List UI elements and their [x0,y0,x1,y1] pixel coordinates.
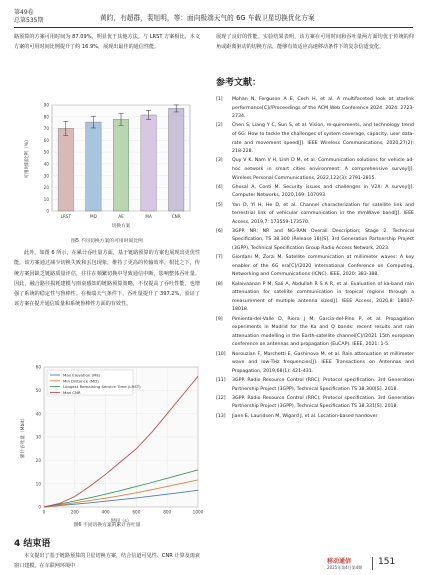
y-axis-label: 可用时间比例（%） [25,137,30,179]
x-tick-label: 400 [101,509,110,515]
section-title-conclusion: 4 结束语 [14,539,51,549]
reference-text: Pimienta-del-Valle D, Riera J M, Garcia-del-Pino P, et al. Propagation experiments in Madrid for the Ka and Q bands: recent results and rain attenuation modelling in the Earth-satellite channel[C]//2021 15th european conference on antennas and propagation (EuCAP). IEEE, 2021: 1-5. [232,316,414,348]
reference-item [216,254,414,280]
figure-5-caption: 图5 不同切换方案的可用时间比例 [71,239,143,244]
bar [168,108,183,211]
reference-item [216,228,414,254]
journal-logo: 移动通信 [327,558,352,565]
y-tick-label: 10 [43,196,49,202]
reference-text: Chen S, Liang Y C, Sun S, et al. Vision, re-quirements, and technology trend of 6G: How to tackle the challenges of system coverage, capacity, user data-rate and movement speed[J]. IEEE Wireless Communications, 2020,27(2): 218-228. [232,123,414,155]
reference-item [216,377,414,394]
y-tick-label: 50 [35,387,41,393]
reference-item [216,122,414,156]
legend-label: Min Distance (MD) [63,378,99,384]
reference-text: Jiaen E, Lauridsen M, Wigard J, et al. Location-based handover [232,413,378,419]
y-tick-label: 0 [38,504,41,510]
x-tick-label: LRST [60,214,72,219]
figure-6-caption: 图6 不同切换方案的累计吞吐量 [73,523,141,528]
x-axis-label: 切换方案 [111,224,131,229]
y-tick-label: 60 [43,137,49,143]
reference-item [216,184,414,201]
y-tick-label: 90 [43,102,49,108]
figure-6 [14,361,204,536]
left-paragraph-throughput: 此外，如图 6 所示，在累计吞吐量方面，基于链路预算的方案也展现出更优性能。该方案通过减少切换失败和丢包现象，维持了更高的传输效率。相比之下，传统方案因缺乏链路质量评估，往往在频繁切换中导致通信中断，影响整体吞吐量。因此，融合路径损耗建模与雨衰感知的链路预算策略，不仅提高了吞吐性能，也增强了系统的稳定性与鲁棒性。在极端天气条件下，吞吐量提升了 397.2%，验证了该方案在提升通信质量和系统鲁棒性方面的有效性。 [14,250,200,308]
conclusion-paragraph: 本文提出了基于链路预算的卫星切换方案，结合信道可见性、CNR 计算及雨衰窗口建模，在车联网环境中 [14,553,200,570]
legend-label: Max Elevation (ME) [63,372,101,378]
y-tick-label: 80 [43,114,49,120]
reference-text: Mohan N, Ferguson A E, Cech H, et al. A multifaceted look at starlink performance[C]//Proceedings of the ACM Web Conference 2024. 2024: 2723-2734. [232,97,414,120]
y-tick-label: 30 [35,434,41,440]
reference-text: Quy V K, Nam V H, Linh D M, et al. Communication solutions for vehicle ad-hoc network in smart cities environment: A comprehensive survey[J]. Wireless Personal Communications, 2022,122(3): 2791-2815. [232,158,414,181]
footer-separator [372,557,373,570]
reference-number: [9] [216,316,223,322]
x-tick-label: 600 [132,509,141,515]
figure-5 [14,93,204,238]
bar [58,128,73,211]
y-tick-label: 20 [43,185,49,191]
journal-volume-info [14,9,43,24]
y-tick-label: 0 [46,208,49,214]
x-axis-label: 时间（s） [110,519,132,524]
reference-text: 3GPP. Radio Resource Control (RRC); Protocol specification. 3rd Generation Partnership Project (3GPP), Technical Specification TS 38.331[S]. 2018. [232,395,414,410]
x-tick-label: 800 [163,509,172,515]
volume-label: 第49卷 [14,9,34,16]
x-tick-label: 1000 [192,509,204,515]
references-title: 参考文献： [216,78,262,88]
reference-item [216,395,414,412]
reference-text: 3GPP. NR; NR and NG-RAN Overall Description; Stage 2. Technical Specification, TS 38.300 (Release 18)[S]. 3rd Generation Partnership Project (3GPP), Technical Specification Group Radio Access Network, 2023. [232,228,414,252]
legend-label: Longest Remaining Service Time (LRST) [63,384,141,390]
issue-total-label: 总第535期 [14,16,44,24]
reference-number: [11] [216,377,226,383]
bar [113,119,128,211]
reference-number: [7] [216,255,223,261]
reference-text: Norouzian F, Marchetti E, Gashinova M, et al. Rain attenuation at millimeter wave and low-THz frequencies[J]. IEEE Transactions on Antennas and Propagation, 2019,68(1): 421-431. [232,351,414,374]
page-number: 151 [378,557,396,567]
left-middle-column [14,248,200,310]
reference-item [216,351,414,377]
reference-number: [4] [216,184,223,190]
reference-number: [5] [216,202,223,208]
header-rule [14,27,413,28]
y-tick-label: 70 [43,126,49,132]
reference-text: Giordani M, Zorzi M. Satellite communication at millimeter waves: A key enabler of the 6G era[C]//2020 International Conference on Computing, Networking and Communications (ICNC). IEEE, 2020: 383-388. [232,255,414,278]
y-tick-label: 40 [43,161,49,167]
reference-text: Kalaivaanan P M, Sali A, Abdullah R S A R, et al. Evaluation of ka-band rain attenuation for satellite communication in tropical regions through a measurement of multiple antenna sizes[J]. IEEE Access, 2020,8: 18007-18018. [232,281,414,313]
x-tick-label: 0 [42,509,46,515]
y-tick-label: 20 [35,457,41,463]
reference-number: [1] [216,97,223,102]
reference-item [216,157,414,183]
reference-item [216,316,414,350]
left-top-paragraph: 路预算的方案可用时间为 87.09%，明显优于其他方法。与 LRST 方案相比，本文方案的可用时间比例提升了约 16.9%，展现出最佳的通信性能。 [14,34,200,51]
y-tick-label: 30 [43,173,49,179]
reference-item [216,96,414,122]
reference-number: [12] [216,395,226,401]
legend [47,370,141,395]
reference-item [216,202,414,228]
reference-text: 3GPP. Radio Resource Control (RRC); Protocol specification. 3rd Generation Partnership Project (3GPP), Technical Specification TS 38.300[S]. 2018. [232,377,414,392]
reference-number: [2] [216,123,223,129]
bar [86,122,101,211]
left-column [14,32,200,53]
footer-issue: 2025年第4月第4期 [327,565,363,570]
y-tick-label: 50 [43,149,49,155]
reference-number: [13] [216,413,226,419]
reference-number: [6] [216,228,223,234]
x-tick-label: 200 [70,509,79,515]
reference-text: Ghosal A, Conti M. Security issues and challenges in V2X: A survey[J]. Computer Networks, 2020,169: 107093. [232,184,414,199]
reference-number: [8] [216,281,223,287]
figure-6-line-chart [14,361,204,536]
reference-number: [10] [216,351,226,357]
bar [141,115,156,211]
reference-list [216,96,414,422]
y-tick-label: 40 [35,411,41,417]
conclusion-column [14,551,200,572]
reference-text: Yan D, Yi H, He D, et al. Channel characterization for satellite link and terrestrial link of vehicular communication in the mmWave band[J]. IEEE Access, 2019,7: 173559-173570. [232,202,414,225]
legend-label: Max CNR [63,389,81,395]
right-column [216,32,414,53]
running-title: 黄昀，有超群，裴旭明，等：面向极端天气的 6G 车载卫星切换优化方案 [100,14,315,22]
y-axis-label: 累计吞吐量（Mbit） [21,415,26,459]
right-top-paragraph: 展现了良好的性能。实验结果表明，该方案在可用时间和吞吐量两方面均优于传统的仰角或距离驱动的切换方法，能够有效适应高速移动条件下的复杂信道变化。 [216,34,414,51]
reference-item [216,281,414,315]
y-tick-label: 10 [35,481,41,487]
figure-5-bar-chart [14,93,204,238]
reference-item [216,413,414,422]
x-tick-label: CNR [171,214,181,219]
reference-number: [3] [216,158,223,164]
x-tick-label: MD [89,214,97,219]
x-tick-label: MA [145,214,152,219]
x-tick-label: AE [118,214,124,219]
y-tick-label: 60 [35,364,41,370]
